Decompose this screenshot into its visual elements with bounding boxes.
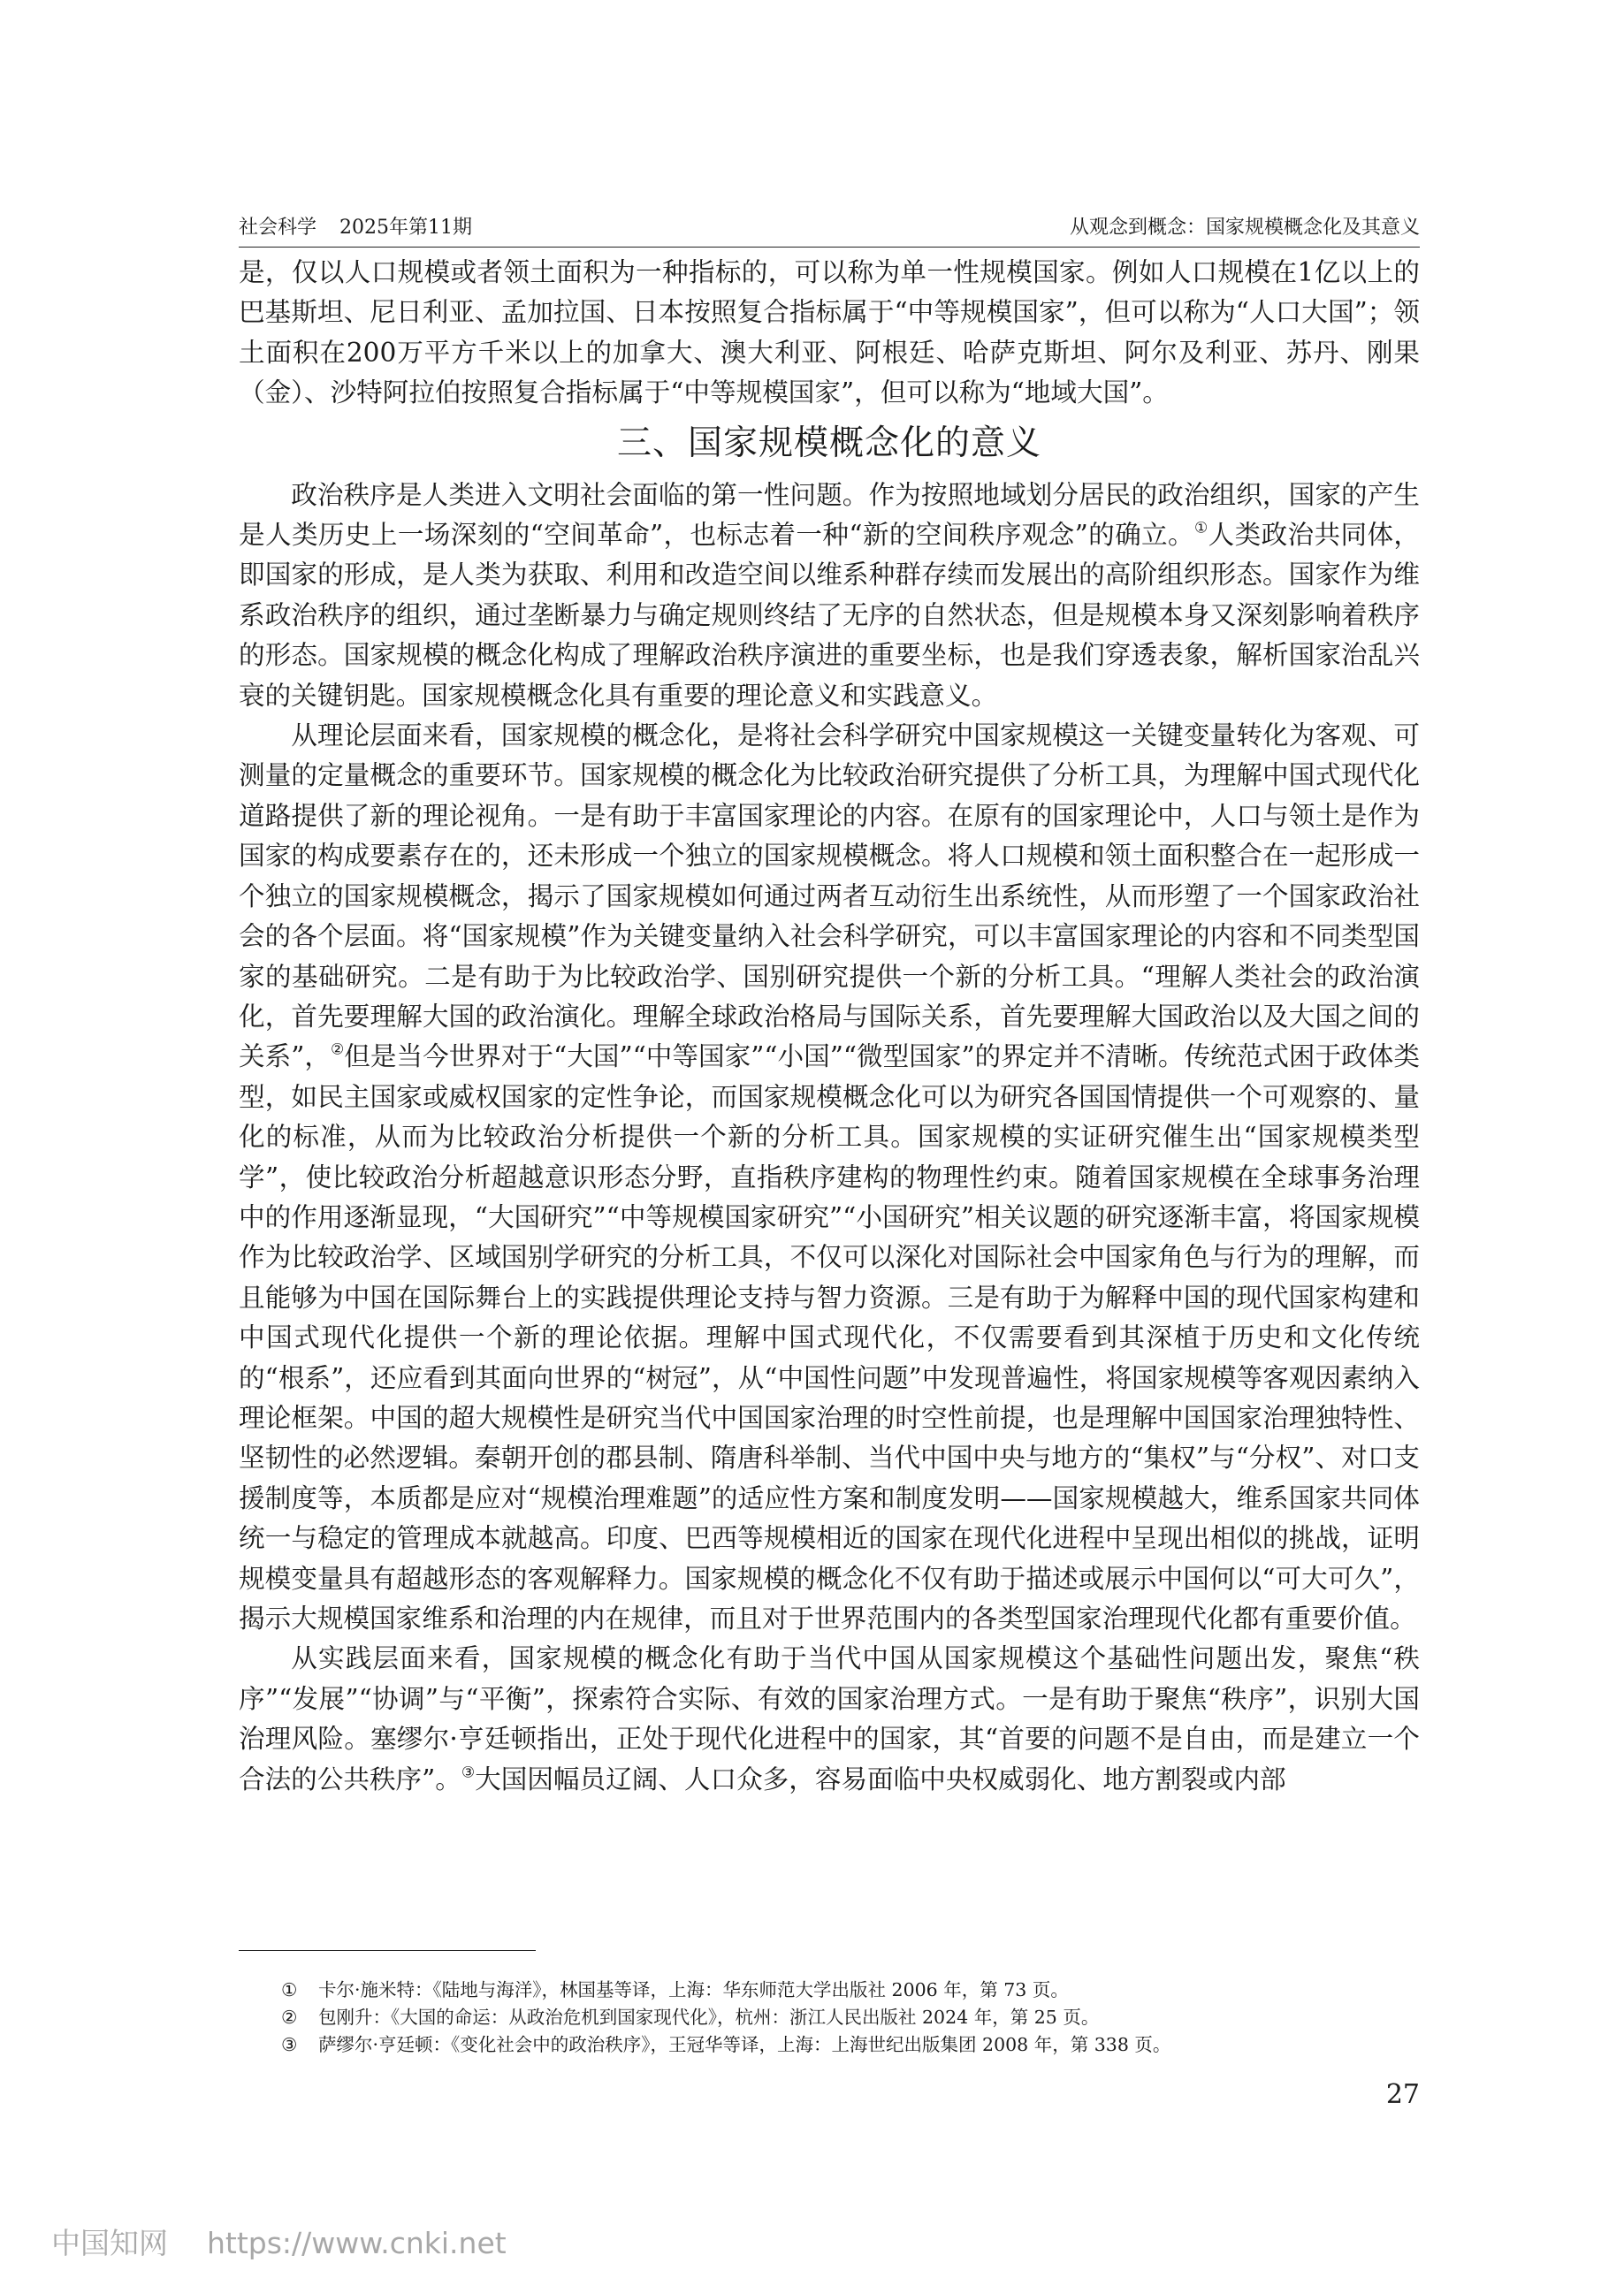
cnki-watermark (51, 2226, 507, 2261)
paragraph-political-order (239, 476, 1420, 716)
page-number: 27 (1385, 2079, 1420, 2110)
footnote-ref-1[interactable]: ① (1194, 519, 1208, 537)
watermark-brand: 中国知网 (51, 2226, 168, 2260)
footnote-divider (239, 1950, 536, 1951)
paragraph-text: 但是当今世界对于“大国”“中等国家”“小国”“微型国家”的界定并不清晰。传统范式困于政体类型，如民主国家或威权国家的定性争论，而国家规模概念化可以为研究各国国情提供一个可观察的、量化的标准，从而为比较政治分析提供一个新的分析工具。国家规模的实证研究催生出“国家规模类型学”，使比较政治分析超越意识形态分野，直指秩序建构的物理性约束。随着国家规模在全球事务治理中的作用逐渐显现，“大国研究”“中等规模国家研究”“小国研究”相关议题的研究逐渐丰富，将国家规模作为比较政治学、区域国别学研究的分析工具，不仅可以深化对国际社会中国家角色与行为的理解，而且能够为中国在国际舞台上的实践提供理论支持与智力资源。三是有助于为解释中国的现代国家构建和中国式现代化提供一个新的理论依据。理解中国式现代化，不仅需要看到其深植于历史和文化传统的“根系”，还应看到其面向世界的“树冠”，从“中国性问题”中发现普遍性，将国家规模等客观因素纳入理论框架。中国的超大规模性是研究当代中国国家治理的时空性前提，也是理解中国国家治理独特性、坚韧性的必然逻辑。秦朝开创的郡县制、隋唐科举制、当代中国中央与地方的“集权”与“分权”、对口支援制度等，本质都是应对“规模治理难题”的适应性方案和制度发明——国家规模越大，维系国家共同体统一与稳定的管理成本就越高。印度、巴西等规模相近的国家在现代化进程中呈现出相似的挑战，证明规模变量具有超越形态的客观解释力。国家规模的概念化不仅有助于描述或展示中国何以“可大可久”，揭示大规模国家维系和治理的内在规律，而且对于世界范围内的各类型国家治理现代化都有重要价值。 (239, 1041, 1420, 1634)
running-title: 从观念到概念：国家规模概念化及其意义 (1069, 217, 1420, 239)
footnote-mark: ① (281, 1979, 298, 2000)
footnote-item (281, 2004, 1420, 2031)
footnote-ref-2[interactable]: ② (330, 1040, 345, 1059)
paragraph-theory (239, 716, 1420, 1639)
journal-issue: 2025年第11期 (339, 217, 472, 239)
footnote-text: 萨缪尔·亨廷顿：《变化社会中的政治秩序》，王冠华等译，上海：上海世纪出版集团 2008 年，第 338 页。 (318, 2034, 1171, 2055)
footnote-item (281, 1977, 1420, 2004)
running-header (239, 215, 1420, 248)
footnote-mark: ② (281, 2007, 298, 2028)
footnote-text: 卡尔·施米特：《陆地与海洋》，林国基等译，上海：华东师范大学出版社 2006 年，第 73 页。 (318, 1979, 1069, 2000)
footnote-text: 包刚升：《大国的命运：从政治危机到国家现代化》，杭州：浙江人民出版社 2024 年，第 25 页。 (318, 2007, 1100, 2028)
opening-paragraph: 是，仅以人口规模或者领土面积为一种指标的，可以称为单一性规模国家。例如人口规模在1亿以上的巴基斯坦、尼日利亚、孟加拉国、日本按照复合指标属于“中等规模国家”，但可以称为“人口大国”；领土面积在200万平方千米以上的加拿大、澳大利亚、阿根廷、哈萨克斯坦、阿尔及利亚、苏丹、刚果（金）、沙特阿拉伯按照复合指标属于“中等规模国家”，但可以称为“地域大国”。 (239, 257, 1420, 408)
paragraph-text: 从实践层面来看，国家规模的概念化有助于当代中国从国家规模这个基础性问题出发，聚焦“秩序”“发展”“协调”与“平衡”，探索符合实际、有效的国家治理方式。一是有助于聚焦“秩序”，识别大国治理风险。塞缪尔·亨廷顿指出，正处于现代化进程中的国家，其“首要的问题不是自由，而是建立一个合法的公共秩序”。 (239, 1643, 1420, 1794)
paragraph-text: 人类政治共同体，即国家的形成，是人类为获取、利用和改造空间以维系种群存续而发展出的高阶组织形态。国家作为维系政治秩序的组织，通过垄断暴力与确定规则终结了无序的自然状态，但是规模本身又深刻影响着秩序的形态。国家规模的概念化构成了理解政治秩序演进的重要坐标，也是我们穿透表象，解析国家治乱兴衰的关键钥匙。国家规模概念化具有重要的理论意义和实践意义。 (239, 520, 1421, 711)
paragraph-practice (239, 1639, 1420, 1800)
journal-info (239, 215, 495, 241)
journal-name: 社会科学 (239, 217, 317, 239)
paragraph-text: 政治秩序是人类进入文明社会面临的第一性问题。作为按照地域划分居民的政治组织，国家的产生是人类历史上一场深刻的“空间革命”，也标志着一种“新的空间秩序观念”的确立。 (239, 479, 1420, 551)
footnote-ref-3[interactable]: ③ (461, 1763, 476, 1781)
article-body (239, 253, 1420, 1800)
paragraph-text: 大国因幅员辽阔、人口众多，容易面临中央权威弱化、地方割裂或内部 (475, 1764, 1286, 1794)
footnote-item (281, 2031, 1420, 2059)
footnote-mark: ③ (281, 2034, 298, 2055)
section-title: 三、国家规模概念化的意义 (616, 423, 1041, 463)
paragraph-text: 从理论层面来看，国家规模的概念化，是将社会科学研究中国家规模这一关键变量转化为客观、可测量的定量概念的重要环节。国家规模的概念化为比较政治研究提供了分析工具，为理解中国式现代化道路提供了新的理论视角。一是有助于丰富国家理论的内容。在原有的国家理论中，人口与领土是作为国家的构成要素存在的，还未形成一个独立的国家规模概念。将人口规模和领土面积整合在一起形成一个独立的国家规模概念，揭示了国家规模如何通过两者互动衍生出系统性，从而形塑了一个国家政治社会的各个层面。将“国家规模”作为关键变量纳入社会科学研究，可以丰富国家理论的内容和不同类型国家的基础研究。二是有助于为比较政治学、国别研究提供一个新的分析工具。“理解人类社会的政治演化，首先要理解大国的政治演化。理解全球政治格局与国际关系，首先要理解大国政治以及大国之间的关系”， (239, 720, 1420, 1072)
watermark-url[interactable]: https://www.cnki.net (207, 2226, 507, 2260)
footnotes (281, 1977, 1420, 2059)
